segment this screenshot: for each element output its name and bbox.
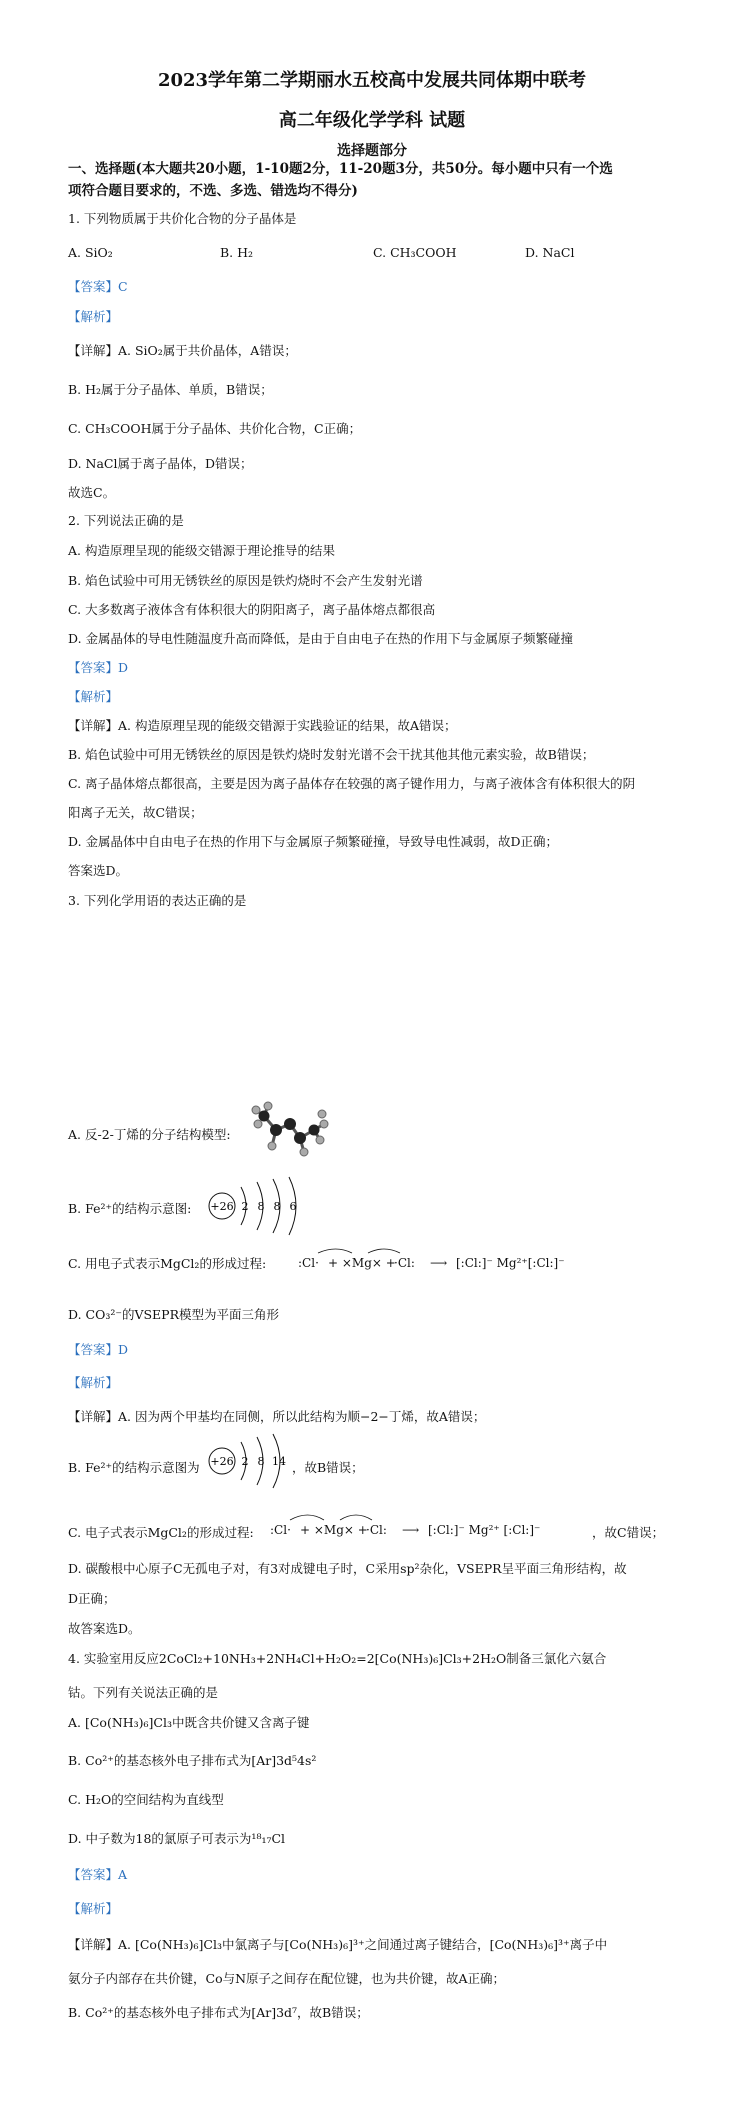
diagram-shell-1: 2 <box>241 1200 249 1213</box>
q1-option-d: D. NaCl <box>525 245 575 260</box>
fe2-structure-diagram-wrong <box>205 1175 305 1237</box>
svg-text:⟶: ⟶ <box>430 1256 448 1270</box>
q4-detail-a-2: 氨分子内部存在共价键，Co与N原子之间存在配位键，也为共价键，故A正确； <box>68 1971 506 1986</box>
q4-stem-2: 钴。下列有关说法正确的是 <box>68 1685 219 1700</box>
q3-answer: 【答案】D <box>68 1342 129 1357</box>
q1-option-c: C. CH₃COOH <box>373 245 457 260</box>
q4-analysis-label: 【解析】 <box>68 1901 119 1916</box>
q2-answer: 【答案】D <box>68 660 129 675</box>
q3-stem: 3. 下列化学用语的表达正确的是 <box>68 893 247 908</box>
q4-option-d: D. 中子数为18的氯原子可表示为¹⁸₁₇Cl <box>68 1831 286 1846</box>
q1-analysis-label: 【解析】 <box>68 309 119 324</box>
svg-text:[:Cl:]⁻ Mg²⁺[:Cl:]⁻: [:Cl:]⁻ Mg²⁺[:Cl:]⁻ <box>456 1256 565 1270</box>
section1-instructions-2: 项符合题目要求的，不选、多选、错选均不得分) <box>68 183 358 199</box>
q4-stem-1: 4. 实验室用反应2CoCl₂+10NH₃+2NH₄Cl+H₂O₂=2[Co(NH₃)₆]Cl₃+2H₂O制备三氯化六氨合 <box>68 1651 607 1666</box>
q1-detail-b: B. H₂属于分子晶体、单质，B错误； <box>68 382 273 397</box>
q1-detail-c: C. CH₃COOH属于分子晶体、共价化合物，C正确； <box>68 421 362 436</box>
q1-answer: 【答案】C <box>68 279 128 294</box>
trans-2-butene-model-image <box>250 1100 330 1160</box>
q4-answer: 【答案】A <box>68 1867 128 1882</box>
q4-option-b: B. Co²⁺的基态核外电子排布式为[Ar]3d⁵4s² <box>68 1753 317 1768</box>
section-heading: 选择题部分 <box>337 143 407 159</box>
diagram-shell-3: 14 <box>272 1455 286 1468</box>
q2-stem: 2. 下列说法正确的是 <box>68 513 184 528</box>
q1-option-a: A. SiO₂ <box>68 245 113 260</box>
q3-detail-d-2: D正确； <box>68 1591 116 1606</box>
diagram-nucleus-label: +26 <box>210 1455 234 1468</box>
q4-detail-b: B. Co²⁺的基态核外电子排布式为[Ar]3d⁷，故B错误； <box>68 2005 369 2020</box>
q2-option-d: D. 金属晶体的导电性随温度升高而降低，是由于自由电子在热的作用下与金属原子频繁碰撞 <box>68 631 574 646</box>
svg-text:+ ×Mg× +: + ×Mg× + <box>328 1256 396 1270</box>
fe2-structure-diagram-correct <box>205 1430 289 1492</box>
section1-instructions-1: 一、选择题(本大题共20小题，1-10题2分，11-20题3分，共50分。每小题中只有一个选 <box>68 161 613 177</box>
q2-detail-d: D. 金属晶体中自由电子在热的作用下与金属原子频繁碰撞，导致导电性减弱，故D正确； <box>68 834 559 849</box>
q3-conclusion: 故答案选D。 <box>68 1621 141 1636</box>
q2-detail-b: B. 焰色试验中可用无锈铁丝的原因是铁灼烧时发射光谱不会干扰其他其他元素实验，故B错误； <box>68 747 595 762</box>
svg-text:⟶: ⟶ <box>402 1523 420 1537</box>
q3-option-d: D. CO₃²⁻的VSEPR模型为平面三角形 <box>68 1307 279 1322</box>
q2-option-c: C. 大多数离子液体含有体积很大的阴阳离子，离子晶体熔点都很高 <box>68 602 436 617</box>
q2-conclusion: 答案选D。 <box>68 863 129 878</box>
q3-detail-c-label: C. 电子式表示MgCl₂的形成过程: <box>68 1525 254 1540</box>
q1-detail-d: D. NaCl属于离子晶体，D错误； <box>68 456 253 471</box>
diagram-shell-2: 8 <box>257 1200 265 1213</box>
svg-text::Cl·: :Cl· <box>298 1256 319 1270</box>
svg-text:+ ×Mg× +: + ×Mg× + <box>300 1523 368 1537</box>
diagram-shell-3: 8 <box>273 1200 281 1213</box>
q3-detail-d-1: D. 碳酸根中心原子C无孤电子对，有3对成键电子时，C采用sp²杂化，VSEPR呈平面三角形结构，故 <box>68 1561 627 1576</box>
diagram-shell-1: 2 <box>241 1455 249 1468</box>
q3-analysis-label: 【解析】 <box>68 1375 119 1390</box>
svg-text:·Cl:: ·Cl: <box>366 1523 387 1537</box>
q4-option-c: C. H₂O的空间结构为直线型 <box>68 1792 224 1807</box>
q2-analysis-label: 【解析】 <box>68 689 119 704</box>
q1-detail-a: 【详解】A. SiO₂属于共价晶体，A错误； <box>68 343 297 358</box>
q1-option-b: B. H₂ <box>220 245 254 260</box>
q2-option-a: A. 构造原理呈现的能级交错源于理论推导的结果 <box>68 543 335 558</box>
q2-detail-c2: 阳离子无关，故C错误； <box>68 805 203 820</box>
q1-stem: 1. 下列物质属于共价化合物的分子晶体是 <box>68 211 297 226</box>
svg-text::Cl·: :Cl· <box>270 1523 291 1537</box>
q3-option-b-label: B. Fe²⁺的结构示意图: <box>68 1201 192 1216</box>
diagram-nucleus-label: +26 <box>210 1200 234 1213</box>
svg-text:·Cl:: ·Cl: <box>394 1256 415 1270</box>
diagram-shell-2: 8 <box>257 1455 265 1468</box>
q3-detail-b-label: B. Fe²⁺的结构示意图为 <box>68 1460 200 1475</box>
q3-detail-b-suffix: ，故B错误； <box>292 1460 364 1475</box>
exam-subtitle: 高二年级化学学科 试题 <box>278 110 466 131</box>
q4-detail-a-1: 【详解】A. [Co(NH₃)₆]Cl₃中氯离子与[Co(NH₃)₆]³⁺之间通过离子键结合，[Co(NH₃)₆]³⁺离子中 <box>68 1937 608 1952</box>
diagram-shell-4: 6 <box>289 1200 297 1213</box>
svg-text:[:Cl:]⁻ Mg²⁺ [:Cl:]⁻: [:Cl:]⁻ Mg²⁺ [:Cl:]⁻ <box>428 1523 541 1537</box>
q1-conclusion: 故选C。 <box>68 485 116 500</box>
mgcl2-electron-formation-image <box>296 1245 616 1279</box>
q3-detail-a: 【详解】A. 因为两个甲基均在同侧，所以此结构为顺−2−丁烯，故A错误； <box>68 1409 486 1424</box>
q3-option-c-label: C. 用电子式表示MgCl₂的形成过程: <box>68 1256 267 1271</box>
q2-option-b: B. 焰色试验中可用无锈铁丝的原因是铁灼烧时不会产生发射光谱 <box>68 573 423 588</box>
exam-title: 2023学年第二学期丽水五校高中发展共同体期中联考 <box>157 70 587 91</box>
q3-option-a: A. 反-2-丁烯的分子结构模型: <box>68 1127 231 1142</box>
q2-detail-a: 【详解】A. 构造原理呈现的能级交错源于实践验证的结果，故A错误； <box>68 718 457 733</box>
q4-option-a: A. [Co(NH₃)₆]Cl₃中既含共价键又含离子键 <box>68 1715 310 1730</box>
q2-detail-c1: C. 离子晶体熔点都很高，主要是因为离子晶体存在较强的离子键作用力，与离子液体含有体积很大的阴 <box>68 776 636 791</box>
mgcl2-electron-formation-image-2 <box>268 1510 590 1546</box>
q3-detail-c-suffix: ，故C错误； <box>592 1525 665 1540</box>
